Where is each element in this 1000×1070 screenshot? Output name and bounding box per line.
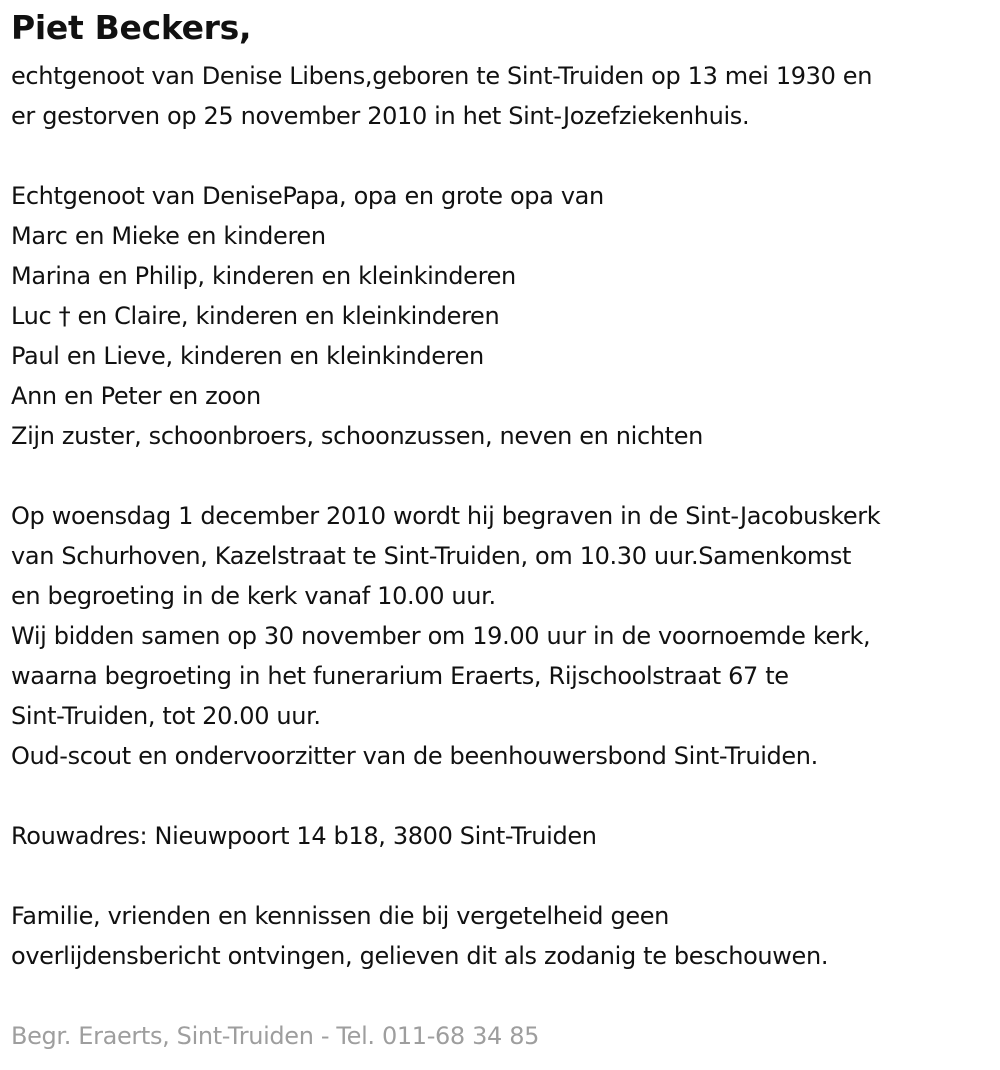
ceremony-line: Oud-scout en ondervoorzitter van de beenhouwersbond Sint-Truiden. — [11, 742, 818, 770]
ceremony-line: Sint-Truiden, tot 20.00 uur. — [11, 702, 321, 730]
family-list — [11, 176, 996, 456]
notice-line: overlijdensbericht ontvingen, gelieven dit als zodanig te beschouwen. — [11, 942, 829, 970]
ceremony-line: Wij bidden samen op 30 november om 19.00 uur in de voornoemde kerk, — [11, 622, 871, 650]
ceremony-line: Op woensdag 1 december 2010 wordt hij begraven in de Sint-Jacobuskerk — [11, 502, 881, 530]
intro-line: er gestorven op 25 november 2010 in het Sint-Jozefziekenhuis. — [11, 102, 750, 130]
cross-icon: † — [58, 302, 71, 330]
family-member-name: Luc — [11, 302, 52, 330]
family-line: Zijn zuster, schoonbroers, schoonzussen, neven en nichten — [11, 422, 704, 450]
ceremony-line: van Schurhoven, Kazelstraat te Sint-Truiden, om 10.30 uur.Samenkomst — [11, 542, 852, 570]
family-line: Echtgenoot van DenisePapa, opa en grote opa van — [11, 182, 604, 210]
ceremony-line: waarna begroeting in het funerarium Eraerts, Rijschoolstraat 67 te — [11, 662, 789, 690]
family-line: Paul en Lieve, kinderen en kleinkinderen — [11, 342, 484, 370]
notice-line: Familie, vrienden en kennissen die bij vergetelheid geen — [11, 902, 670, 930]
mourning-address: Rouwadres: Nieuwpoort 14 b18, 3800 Sint-Truiden — [11, 822, 597, 850]
paragraph-spacer — [11, 456, 996, 496]
deceased-name: Piet Beckers, — [11, 8, 252, 47]
ceremony-line: en begroeting in de kerk vanaf 10.00 uur. — [11, 582, 496, 610]
family-line — [11, 296, 996, 336]
ceremony-paragraph — [11, 496, 996, 776]
family-line: Marc en Mieke en kinderen — [11, 222, 326, 250]
paragraph-spacer — [11, 856, 996, 896]
obituary-notice — [11, 0, 996, 1056]
family-line: Marina en Philip, kinderen en kleinkinderen — [11, 262, 516, 290]
paragraph-spacer — [11, 136, 996, 176]
family-line: Ann en Peter en zoon — [11, 382, 261, 410]
family-member-rest: en Claire, kinderen en kleinkinderen — [77, 302, 500, 330]
notice-paragraph — [11, 896, 996, 976]
intro-line: echtgenoot van Denise Libens,geboren te Sint-Truiden op 13 mei 1930 en — [11, 62, 873, 90]
paragraph-spacer — [11, 776, 996, 816]
intro-paragraph — [11, 56, 996, 136]
funeral-home-footer: Begr. Eraerts, Sint-Truiden - Tel. 011-68 34 85 — [11, 1022, 540, 1050]
paragraph-spacer — [11, 976, 996, 1016]
